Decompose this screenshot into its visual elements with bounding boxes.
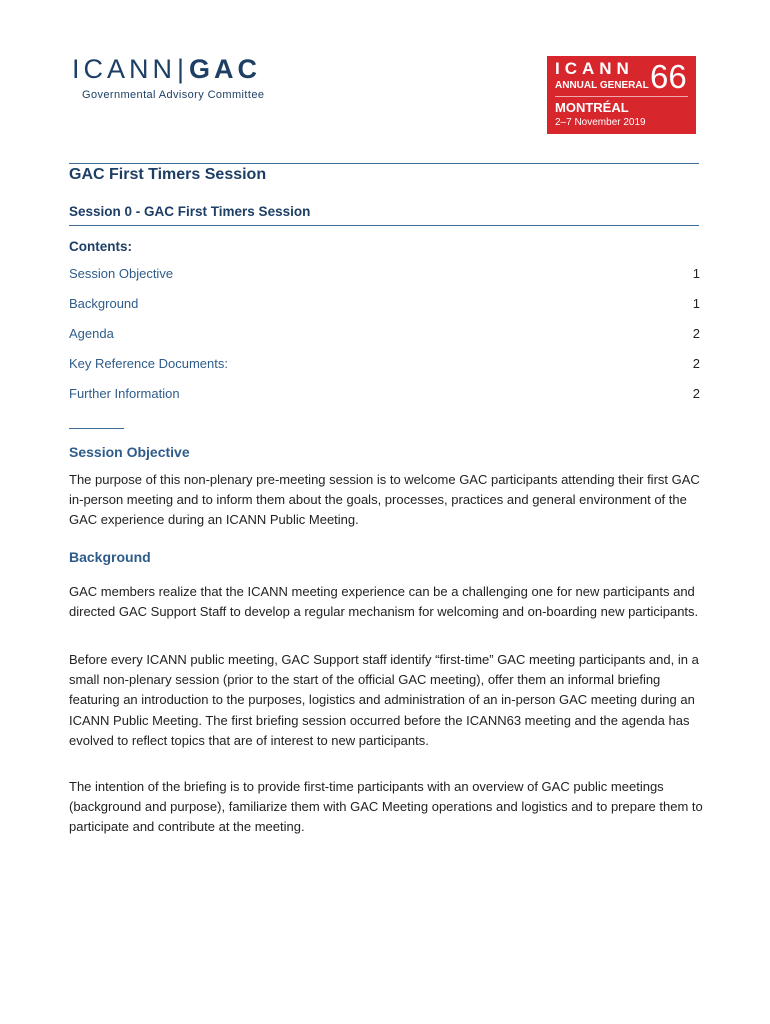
session-rule [69,225,699,226]
wordmark-gac: GAC [189,54,262,84]
toc-label[interactable]: Key Reference Documents: [69,356,228,371]
objective-paragraph: The purpose of this non-plenary pre-meeting session is to welcome GAC participants attending their first GAC in-person meeting and to inform them about the goals, processes, practices and general environment of the GAC experience during an ICANN Public Meeting. [69,472,700,528]
table-of-contents [69,262,700,412]
section-heading-objective: Session Objective [69,444,190,460]
toc-item-further-information[interactable] [69,382,700,412]
toc-end-rule [69,428,124,429]
toc-item-session-objective[interactable] [69,262,700,292]
section-heading-background: Background [69,549,151,565]
toc-page: 1 [692,296,700,311]
badge-subtitle: ANNUAL GENERAL [555,80,649,91]
gac-tagline: Governmental Advisory Committee [82,89,265,101]
toc-page: 1 [692,266,700,281]
wordmark-icann: ICANN [72,54,177,84]
badge-number: 66 [650,58,687,95]
gac-wordmark [72,56,264,83]
background-paragraph-3: The intention of the briefing is to provide first-time participants with an overview of GAC public meetings (background and purpose), familiarize them with GAC Meeting operations and logistics and to prepare them to participate and contribute at the meeting. [69,779,703,835]
title-top-rule [69,163,699,164]
toc-label[interactable]: Further Information [69,386,180,401]
toc-label[interactable]: Background [69,296,139,311]
toc-page: 2 [692,386,700,401]
toc-item-background[interactable] [69,292,700,322]
badge-city: MONTRÉAL [555,100,629,115]
wordmark-separator: | [177,54,189,84]
background-paragraph-2: Before every ICANN public meeting, GAC Support staff identify “first-time” GAC meeting participants and, in a small non-plenary session (prior to the start of the official GAC meeting), offer them an informal briefing featuring an introduction to the purposes, logistics and administration of an in-person GAC meeting during an ICANN Public Meeting. The first briefing session occurred before the ICANN63 meeting and the agenda has evolved to reflect topics that are of interest to new participants. [69,652,699,748]
toc-page: 2 [692,326,700,341]
page-title: GAC First Timers Session [69,166,267,183]
toc-label[interactable]: Agenda [69,326,114,341]
icann66-badge [547,56,696,134]
gac-logo [72,56,264,101]
badge-divider [555,96,688,97]
session-heading: Session 0 - GAC First Timers Session [69,204,311,219]
badge-icann: ICANN [555,59,634,78]
toc-label[interactable]: Session Objective [69,266,174,281]
background-paragraph-1: GAC members realize that the ICANN meeting experience can be a challenging one for new participants and directed GAC Support Staff to develop a regular mechanism for welcoming and on-boarding new participants. [69,584,699,620]
contents-heading: Contents: [69,239,132,254]
badge-dates: 2–7 November 2019 [555,117,646,128]
toc-item-agenda[interactable] [69,322,700,352]
toc-page: 2 [692,356,700,371]
toc-item-key-reference-documents[interactable] [69,352,700,382]
